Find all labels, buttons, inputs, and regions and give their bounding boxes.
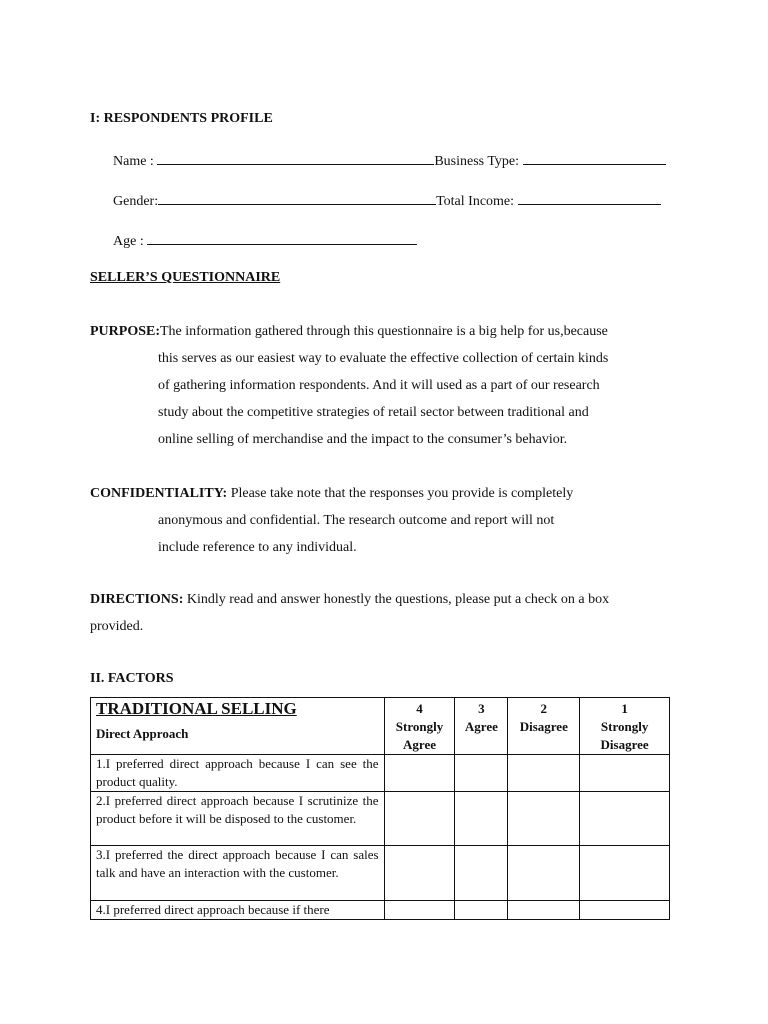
purpose-label: PURPOSE: — [90, 324, 160, 339]
table-title: TRADITIONAL SELLING — [96, 699, 297, 718]
column-number: 1 — [621, 701, 628, 716]
check-box-cell[interactable] — [455, 846, 508, 901]
check-box-cell[interactable] — [455, 901, 508, 920]
confidentiality-line-3: include reference to any individual. — [158, 540, 357, 555]
table-subtitle: Direct Approach — [96, 726, 189, 741]
purpose-first-line — [90, 318, 608, 345]
statement-cell: 2.I preferred direct approach because I scrutinize the product before it will be disposed to the customer. — [91, 792, 385, 846]
column-label: Strongly — [395, 719, 444, 734]
purpose-text: The information gathered through this questionnaire is a big help for us,because — [160, 324, 608, 339]
check-box-cell[interactable] — [384, 755, 455, 792]
gender-row — [113, 191, 661, 210]
business-type-blank[interactable] — [523, 151, 666, 165]
check-box-cell[interactable] — [384, 846, 455, 901]
check-box-cell[interactable] — [580, 755, 670, 792]
confidentiality-line-2: anonymous and confidential. The research outcome and report will not — [158, 513, 555, 528]
section-title-respondents-profile: I: RESPONDENTS PROFILE — [90, 111, 273, 126]
check-box-cell[interactable] — [580, 901, 670, 920]
statement-cell: 4.I preferred direct approach because if there — [91, 901, 385, 920]
name-row — [113, 151, 666, 170]
check-box-cell[interactable] — [508, 792, 580, 846]
column-header-strongly-agree — [384, 698, 455, 755]
business-type-label: Business Type: — [434, 154, 520, 169]
column-number: 4 — [416, 701, 423, 716]
gender-label: Gender: — [113, 194, 159, 209]
section-title-factors: II. FACTORS — [90, 671, 174, 686]
total-income-label: Total Income: — [436, 194, 518, 209]
directions-text: Kindly read and answer honestly the questions, please put a check on a box — [183, 592, 610, 607]
column-label: Strongly — [600, 719, 649, 734]
column-header-agree — [455, 698, 508, 755]
table-row — [91, 792, 670, 846]
column-header-strongly-disagree — [580, 698, 670, 755]
statement-cell: 1.I preferred direct approach because I can see the product quality. — [91, 755, 385, 792]
column-label: Agree — [403, 737, 436, 752]
age-blank[interactable] — [147, 231, 417, 245]
age-label: Age : — [113, 234, 144, 249]
table-row — [91, 755, 670, 792]
age-row — [113, 231, 417, 250]
check-box-cell[interactable] — [580, 846, 670, 901]
check-box-cell[interactable] — [508, 901, 580, 920]
table-row — [91, 901, 670, 920]
column-number: 3 — [478, 701, 485, 716]
statement-cell: 3.I preferred the direct approach because I can sales talk and have an interaction with the customer. — [91, 846, 385, 901]
purpose-line-5: online selling of merchandise and the impact to the consumer’s behavior. — [158, 432, 568, 447]
table-row — [91, 846, 670, 901]
check-box-cell[interactable] — [508, 846, 580, 901]
confidentiality-first-line — [90, 480, 573, 507]
directions-line-2: provided. — [90, 619, 144, 634]
check-box-cell[interactable] — [508, 755, 580, 792]
check-box-cell[interactable] — [455, 792, 508, 846]
name-blank[interactable] — [157, 151, 434, 165]
purpose-line-2: this serves as our easiest way to evaluate the effective collection of certain kinds — [158, 351, 609, 366]
check-box-cell[interactable] — [384, 901, 455, 920]
check-box-cell[interactable] — [455, 755, 508, 792]
name-label: Name : — [113, 154, 154, 169]
column-label: Disagree — [519, 719, 568, 734]
check-box-cell[interactable] — [384, 792, 455, 846]
table-title-cell — [91, 698, 385, 755]
column-number: 2 — [540, 701, 548, 716]
factors-table — [90, 697, 670, 920]
column-label: Disagree — [600, 737, 649, 752]
confidentiality-text: Please take note that the responses you provide is completely — [227, 486, 574, 501]
column-label: Agree — [464, 719, 498, 734]
confidentiality-label: CONFIDENTIALITY: — [90, 486, 228, 501]
check-box-cell[interactable] — [580, 792, 670, 846]
gender-blank[interactable] — [158, 191, 436, 205]
column-header-disagree — [508, 698, 580, 755]
purpose-line-3: of gathering information respondents. And it will used as a part of our research — [158, 378, 600, 393]
directions-label: DIRECTIONS: — [90, 592, 184, 607]
sellers-questionnaire-heading: SELLER’S QUESTIONNAIRE — [90, 270, 281, 285]
table-header-row — [91, 698, 670, 755]
directions-first-line — [90, 586, 677, 613]
total-income-blank[interactable] — [518, 191, 661, 205]
purpose-line-4: study about the competitive strategies of retail sector between traditional and — [158, 405, 589, 420]
